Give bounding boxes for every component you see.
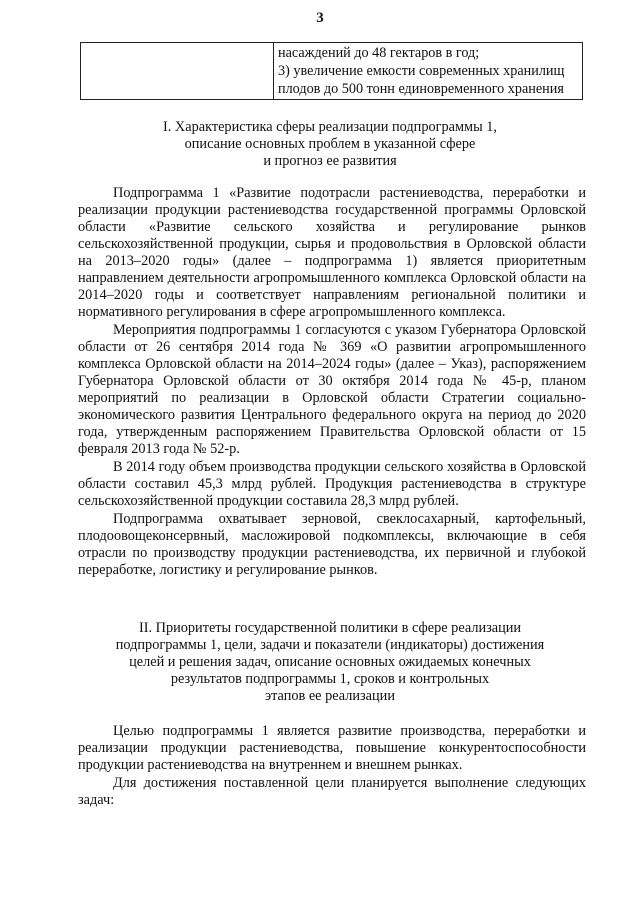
heading-line: результатов подпрограммы 1, сроков и контрольных <box>170 671 490 687</box>
section-1-heading <box>60 119 600 170</box>
section-2-heading <box>60 620 600 705</box>
table-content-cell <box>274 43 583 100</box>
heading-line: II. Приоритеты государственной политики в сфере реализации <box>138 620 522 636</box>
heading-line: подпрограммы 1, цели, задачи и показатели (индикаторы) достижения <box>115 637 545 653</box>
section-2-body <box>78 723 586 809</box>
heading-line: и прогноз ее развития <box>263 153 397 169</box>
heading-line: целей и решения задач, описание основных ожидаемых конечных <box>129 654 531 670</box>
section-1-body <box>78 185 586 579</box>
paragraph: Мероприятия подпрограммы 1 согласуются с указом Губернатора Орловской области от 26 сентября 2014 года № 369 «О развитии агропромышленного комплекса Орловской области на 2014–2024 годы» (далее – Указ), распоряжением Губернатора Орловской области от 30 октября 2014 года № 45-р, планом мероприятий по реализации в Орловской области Стратегии социально-экономического развития Центрального федерального округа на период до 2020 года, утвержденным распоряжением Правительства Орловской области от 15 февраля 2013 года № 52-р. <box>78 322 586 457</box>
table-line: плодов до 500 тонн единовременного хранения <box>278 81 564 97</box>
continuation-table <box>80 42 583 100</box>
table-row <box>81 43 583 100</box>
paragraph: Подпрограмма 1 «Развитие подотрасли растениеводства, переработки и реализации продукции растениеводства государственной программы Орловской области «Развитие сельского хозяйства и регулирование рынков сельскохозяйственной продукции, сырья и продовольствия в Орловской области на 2013–2020 годы» (далее – подпрограмма 1) является приоритетным направлением деятельности агропромышленного комплекса Орловской области на 2014–2020 годы и соответствует направлениям региональной политики и нормативного регулирования в сфере агропромышленного комплекса. <box>78 185 586 320</box>
table-line: 3) увеличение емкости современных хранилищ <box>278 63 565 79</box>
table-empty-cell <box>81 43 274 100</box>
page-number: 3 <box>316 10 324 26</box>
paragraph: Подпрограмма охватывает зерновой, свеклосахарный, картофельный, плодоовощеконсервный, масложировой подкомплексы, включающие в себя отрасли по производству продукции растениеводства, их первичной и глубокой переработке, логистику и регулирование рынков. <box>78 511 586 578</box>
heading-line: описание основных проблем в указанной сфере <box>184 136 476 152</box>
heading-line: I. Характеристика сферы реализации подпрограммы 1, <box>163 119 497 135</box>
paragraph: В 2014 году объем производства продукции сельского хозяйства в Орловской области составил 45,3 млрд рублей. Продукция растениеводства в структуре сельскохозяйственной продукции составила 28,3 млрд рублей. <box>78 459 586 509</box>
paragraph: Целью подпрограммы 1 является развитие производства, переработки и реализации продукции растениеводства, повышение конкурентоспособности продукции растениеводства на внутреннем и внешнем рынках. <box>78 723 586 773</box>
paragraph: Для достижения поставленной цели планируется выполнение следующих задач: <box>78 775 586 808</box>
table-line: насаждений до 48 гектаров в год; <box>278 45 480 61</box>
heading-line: этапов ее реализации <box>265 688 395 704</box>
